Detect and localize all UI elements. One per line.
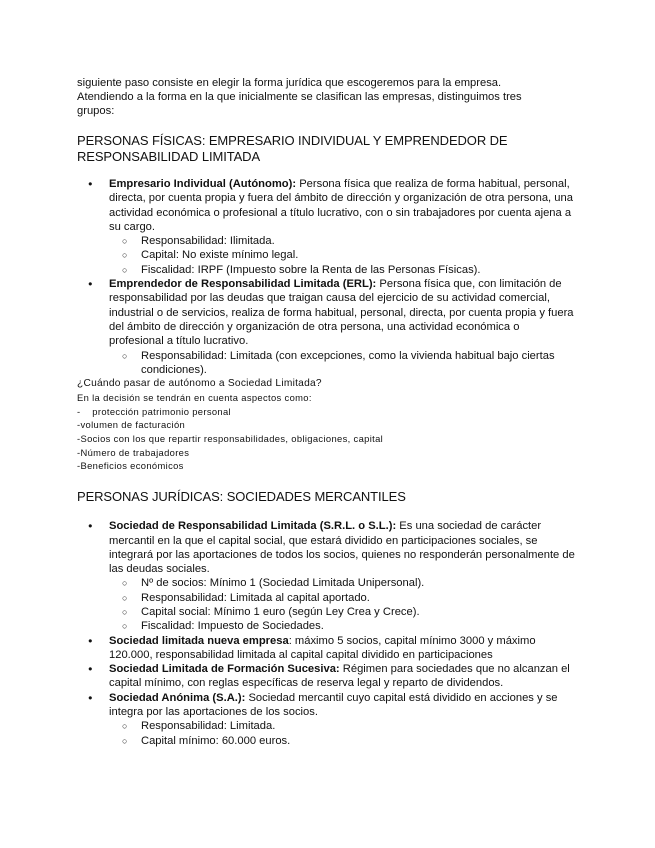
sub-item: ○ Fiscalidad: Impuesto de Sociedades. bbox=[77, 619, 577, 633]
list-item bbox=[77, 519, 577, 633]
item-description: Régimen para sociedades que no alcanzan el capital mínimo, con reglas específicas de reserva legal y reparto de dividendos. bbox=[109, 663, 570, 690]
sub-item: ○ Responsabilidad: Ilimitada. bbox=[77, 234, 577, 248]
item-description: Es una sociedad de carácter mercantil en la que el capital social, que estará dividido en participaciones sociales, se integrará por las aportaciones de todos los socios, quienes no responderán personalmente de las deudas sociales. bbox=[109, 520, 575, 576]
intro-line: Atendiendo a la forma en la que inicialmente se clasifican las empresas, distinguimos tres bbox=[77, 91, 522, 103]
heading-line: RESPONSABILIDAD LIMITADA bbox=[77, 148, 261, 164]
item-term: Emprendedor de Responsabilidad Limitada (ERL): bbox=[109, 278, 377, 291]
item-term: Sociedad Anónima (S.A.): bbox=[109, 691, 246, 704]
notes-block bbox=[77, 377, 577, 473]
item-term: Sociedad de Responsabilidad Limitada (S.R.L. o S.L.): bbox=[109, 520, 397, 533]
sub-item: ○ Nº de socios: Mínimo 1 (Sociedad Limitada Unipersonal). bbox=[77, 576, 577, 590]
item-term: Sociedad limitada nueva empresa bbox=[109, 634, 289, 647]
list-item bbox=[77, 634, 577, 663]
sub-item: ○ Capital mínimo: 60.000 euros. bbox=[77, 734, 577, 748]
notes-question: ¿Cuándo pasar de autónomo a Sociedad Limitada? bbox=[77, 378, 322, 390]
section-heading-personas-juridicas: PERSONAS JURÍDICAS: SOCIEDADES MERCANTILES bbox=[77, 488, 406, 504]
item-term: Sociedad Limitada de Formación Sucesiva: bbox=[109, 663, 340, 676]
section-heading-personas-fisicas bbox=[77, 133, 577, 164]
notes-line: - protección patrimonio personal bbox=[77, 405, 231, 417]
sub-item: ○ Responsabilidad: Limitada (con excepciones, como la vivienda habitual bajo ciertas condiciones). bbox=[77, 349, 577, 378]
notes-intro: En la decisión se tendrán en cuenta aspectos como: bbox=[77, 392, 312, 404]
item-description: Persona física que, con limitación de responsabilidad por las deudas que traigan causa del ejercicio de su actividad comercial, industrial o de servicios, realiza de forma habitual, personal, directa, por cuenta propia y fuera del ámbito de dirección y organización de otra persona, una actividad económica o profesional a título lucrativo. bbox=[109, 278, 574, 348]
document-page bbox=[77, 76, 577, 748]
notes-line: -Socios con los que repartir responsabilidades, obligaciones, capital bbox=[77, 432, 384, 444]
notes-line: -volumen de facturación bbox=[77, 419, 186, 431]
personas-fisicas-list bbox=[77, 177, 577, 377]
intro-paragraph bbox=[77, 76, 577, 118]
intro-line: siguiente paso consiste en elegir la forma jurídica que escogeremos para la empresa. bbox=[77, 77, 502, 89]
list-item bbox=[77, 662, 577, 691]
sub-item: ○ Responsabilidad: Limitada. bbox=[77, 719, 577, 733]
personas-juridicas-list bbox=[77, 519, 577, 748]
item-description: Persona física que realiza de forma habitual, personal, directa, por cuenta propia y fuera del ámbito de dirección y organización de otra persona, una actividad económica o profesional a título lucrativo, con o sin trabajadores por cuenta ajena a su cargo. bbox=[109, 178, 573, 233]
item-term: Empresario Individual (Autónomo): bbox=[109, 178, 297, 190]
notes-line: -Beneficios económicos bbox=[77, 460, 184, 472]
sub-item: ○ Fiscalidad: IRPF (Impuesto sobre la Renta de las Personas Físicas). bbox=[77, 263, 577, 277]
sub-item: ○ Capital: No existe mínimo legal. bbox=[77, 248, 577, 262]
notes-line: -Número de trabajadores bbox=[77, 446, 190, 458]
list-item bbox=[77, 177, 577, 277]
heading-line: PERSONAS FÍSICAS: EMPRESARIO INDIVIDUAL Y EMPRENDEDOR DE bbox=[77, 133, 508, 148]
item-description: Sociedad mercantil cuyo capital está dividido en acciones y se integra por las aportaciones de los socios. bbox=[109, 691, 558, 719]
list-item bbox=[77, 277, 577, 377]
item-description: : máximo 5 socios, capital mínimo 3000 y máximo 120.000, responsabilidad limitada al capital capital dividido en participaciones bbox=[109, 634, 536, 661]
intro-line: grupos: bbox=[77, 105, 115, 117]
sub-item: ○ Responsabilidad: Limitada al capital aportado. bbox=[77, 591, 577, 605]
sub-item: ○ Capital social: Mínimo 1 euro (según Ley Crea y Crece). bbox=[77, 605, 577, 619]
list-item bbox=[77, 691, 577, 748]
